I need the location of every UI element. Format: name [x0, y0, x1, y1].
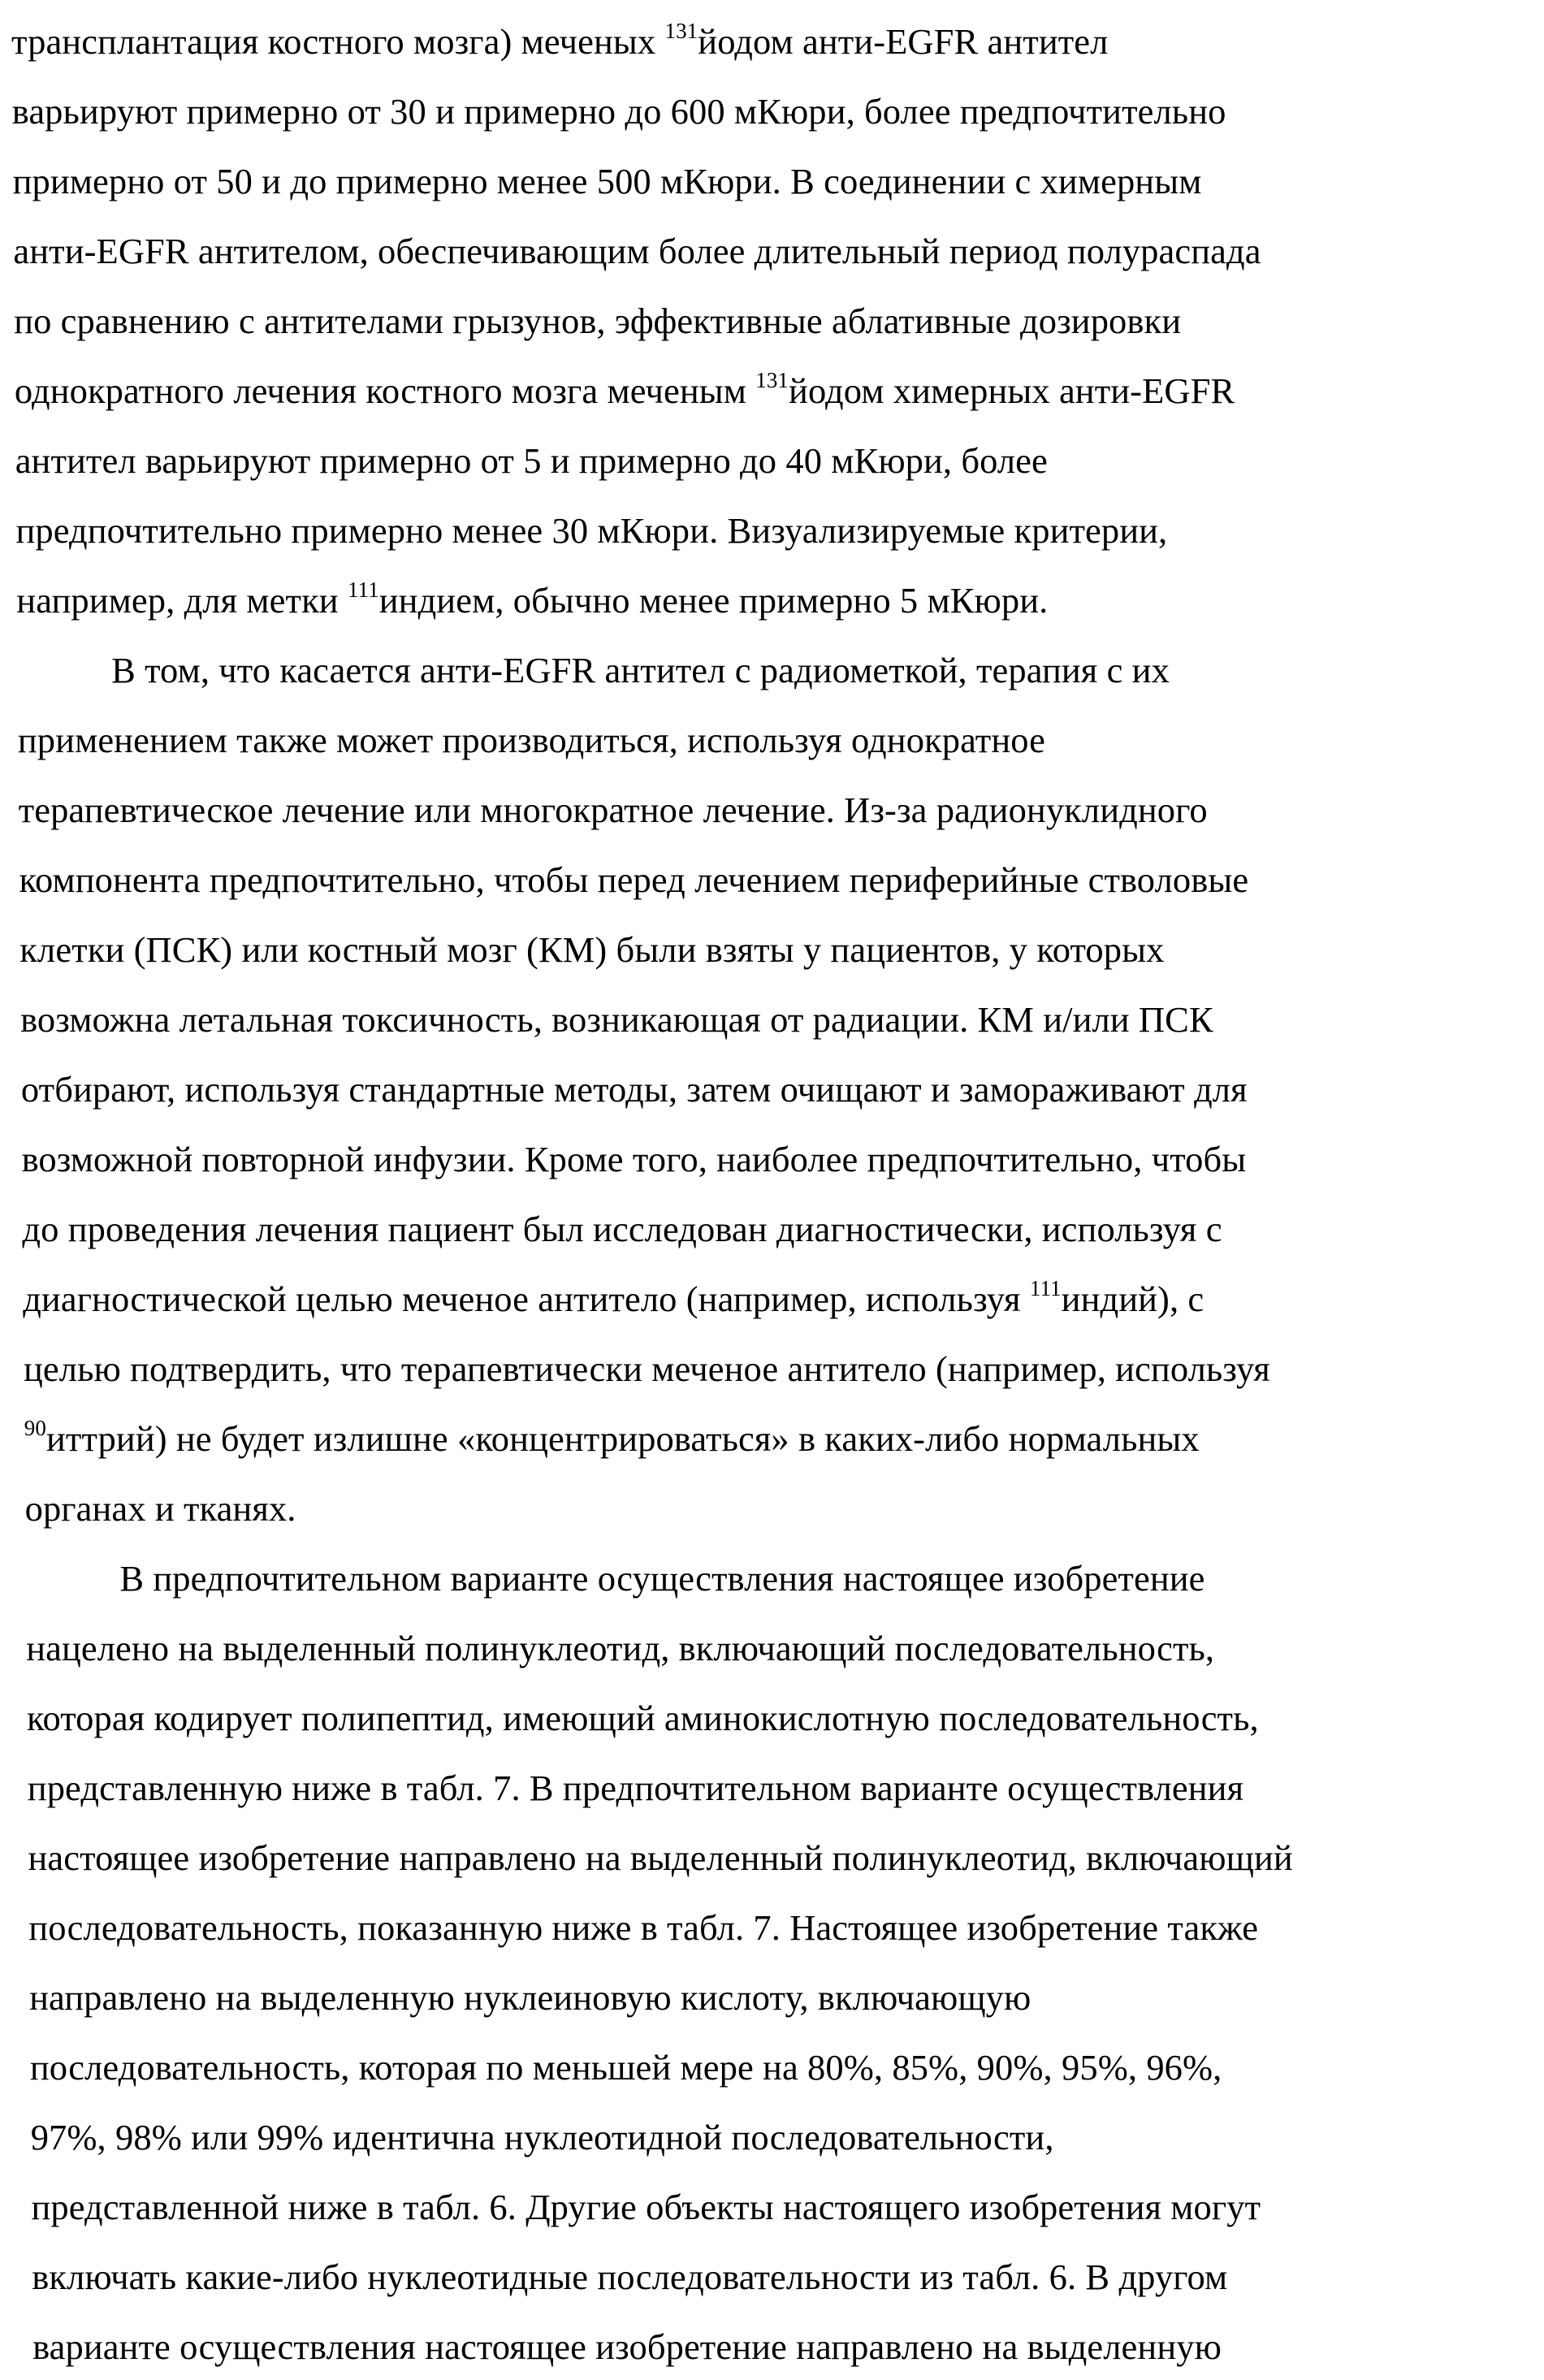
text-line	[30, 2049, 1222, 2086]
text-run: В том, что касается анти-EGFR антител с радиометкой, терапия с их	[111, 650, 1170, 690]
text-line	[31, 2119, 1054, 2156]
text-run: целью подтвердить, что терапевтически меченое антитело (например, используя	[24, 1348, 1270, 1389]
text-run: предпочтительно примерно менее 30 мКюри. Визуализируемые критерии,	[15, 510, 1168, 551]
text-line	[14, 368, 1235, 411]
text-run: диагностической целью меченое антитело (например, используя	[23, 1279, 1030, 1319]
text-run: по сравнению с антителами грызунов, эффективные аблативные дозировки	[14, 301, 1182, 341]
text-run: настоящее изобретение направлено на выделенный полинуклеотид, включающий	[28, 1837, 1293, 1878]
text-line	[20, 999, 1213, 1040]
text-line	[13, 233, 1261, 270]
isotope-superscript: 131	[755, 368, 789, 392]
text-line	[14, 303, 1181, 340]
text-line	[29, 1977, 1031, 2018]
text-run: компонента предпочтительно, чтобы перед лечением периферийные стволовые	[19, 859, 1249, 900]
text-line	[32, 2326, 1222, 2367]
text-run: варьируют примерно от 30 и примерно до 600 мКюри, более предпочтительно	[11, 91, 1226, 132]
text-run: например, для метки	[16, 580, 348, 621]
text-line	[19, 792, 1208, 829]
text-line	[111, 652, 1170, 689]
text-line	[24, 1348, 1270, 1389]
text-line	[24, 1488, 296, 1529]
text-run: последовательность, показанную ниже в табл. 7. Настоящее изобретение также	[28, 1907, 1259, 1948]
text-line	[19, 929, 1165, 970]
text-line	[27, 1700, 1259, 1737]
text-line	[19, 859, 1249, 900]
text-run: представленной ниже в табл. 6. Другие объекты настоящего изобретения могут	[31, 2187, 1261, 2227]
isotope-superscript: 90	[24, 1416, 46, 1440]
text-line	[22, 1211, 1222, 1248]
text-run: возможна летальная токсичность, возникающая от радиации. КМ и/или ПСК	[20, 999, 1213, 1040]
text-run: которая кодирует полипептид, имеющий аминокислотную последовательность,	[27, 1698, 1259, 1738]
text-line	[15, 440, 1048, 481]
text-line	[24, 1416, 1200, 1459]
text-line	[16, 578, 1049, 621]
text-run: включать какие-либо нуклеотидные последовательности из табл. 6. В другом	[32, 2257, 1228, 2297]
text-run: индием, обычно менее примерно 5 мКюри.	[378, 580, 1049, 621]
text-run: отбирают, используя стандартные методы, затем очищают и замораживают для	[20, 1069, 1248, 1110]
text-run: применением также может производиться, используя однократное	[17, 720, 1046, 760]
text-line	[23, 1276, 1204, 1319]
text-run: йодом химерных анти-EGFR	[789, 370, 1235, 411]
text-run: иттрий) не будет излишне «концентрироваться» в каких-либо нормальных	[46, 1418, 1200, 1459]
text-line	[18, 722, 1045, 759]
text-line	[28, 1770, 1243, 1807]
text-line	[13, 163, 1202, 200]
text-line	[15, 510, 1168, 551]
text-run: трансплантация костного мозга) меченых	[11, 21, 665, 62]
text-line	[26, 1630, 1214, 1667]
text-run: клетки (ПСК) или костный мозг (КМ) были взяты у пациентов, у которых	[19, 929, 1165, 970]
text-line	[11, 19, 1109, 62]
text-run: 97%, 98% или 99% идентична нуклеотидной последовательности,	[30, 2117, 1054, 2157]
isotope-superscript: 111	[347, 578, 379, 602]
text-run: представленную ниже в табл. 7. В предпочтительном варианте осуществления	[27, 1768, 1244, 1808]
text-line	[21, 1071, 1248, 1108]
text-run: индий), с	[1061, 1279, 1204, 1319]
text-run: последовательность, которая по меньшей мере на 80%, 85%, 90%, 95%, 96%,	[29, 2047, 1222, 2088]
isotope-superscript: 131	[664, 19, 698, 43]
text-run: примерно от 50 и до примерно менее 500 мКюри. В соединении с химерным	[12, 161, 1202, 201]
text-run: терапевтическое лечение или многократное лечение. Из-за радионуклидного	[18, 790, 1208, 830]
text-run: анти-EGFR антителом, обеспечивающим более длительный период полураспада	[13, 231, 1261, 271]
text-line	[32, 2189, 1261, 2226]
text-run: йодом анти-EGFR антител	[698, 21, 1109, 62]
text-run: направлено на выделенную нуклеиновую кислоту, включающую	[29, 1977, 1031, 2018]
text-line	[32, 2259, 1227, 2296]
text-run: В предпочтительном варианте осуществления настоящее изобретение	[119, 1558, 1205, 1599]
text-run: возможной повторной инфузии. Кроме того, наиболее предпочтительно, чтобы	[21, 1139, 1247, 1179]
text-run: до проведения лечения пациент был исследован диагностически, используя с	[22, 1209, 1222, 1249]
text-run: варианте осуществления настоящее изобретение направлено на выделенную	[32, 2326, 1222, 2367]
text-run: однократного лечения костного мозга меченым	[14, 370, 756, 411]
isotope-superscript: 111	[1029, 1276, 1062, 1300]
text-line	[22, 1141, 1247, 1178]
text-run: антител варьируют примерно от 5 и примерно до 40 мКюри, более	[15, 440, 1048, 481]
text-line	[119, 1560, 1204, 1597]
text-run: нацелено на выделенный полинуклеотид, включающий последовательность,	[26, 1628, 1215, 1668]
text-line	[28, 1907, 1259, 1948]
text-run: органах и тканях.	[24, 1488, 296, 1529]
text-line	[12, 93, 1226, 130]
text-line	[28, 1837, 1293, 1878]
